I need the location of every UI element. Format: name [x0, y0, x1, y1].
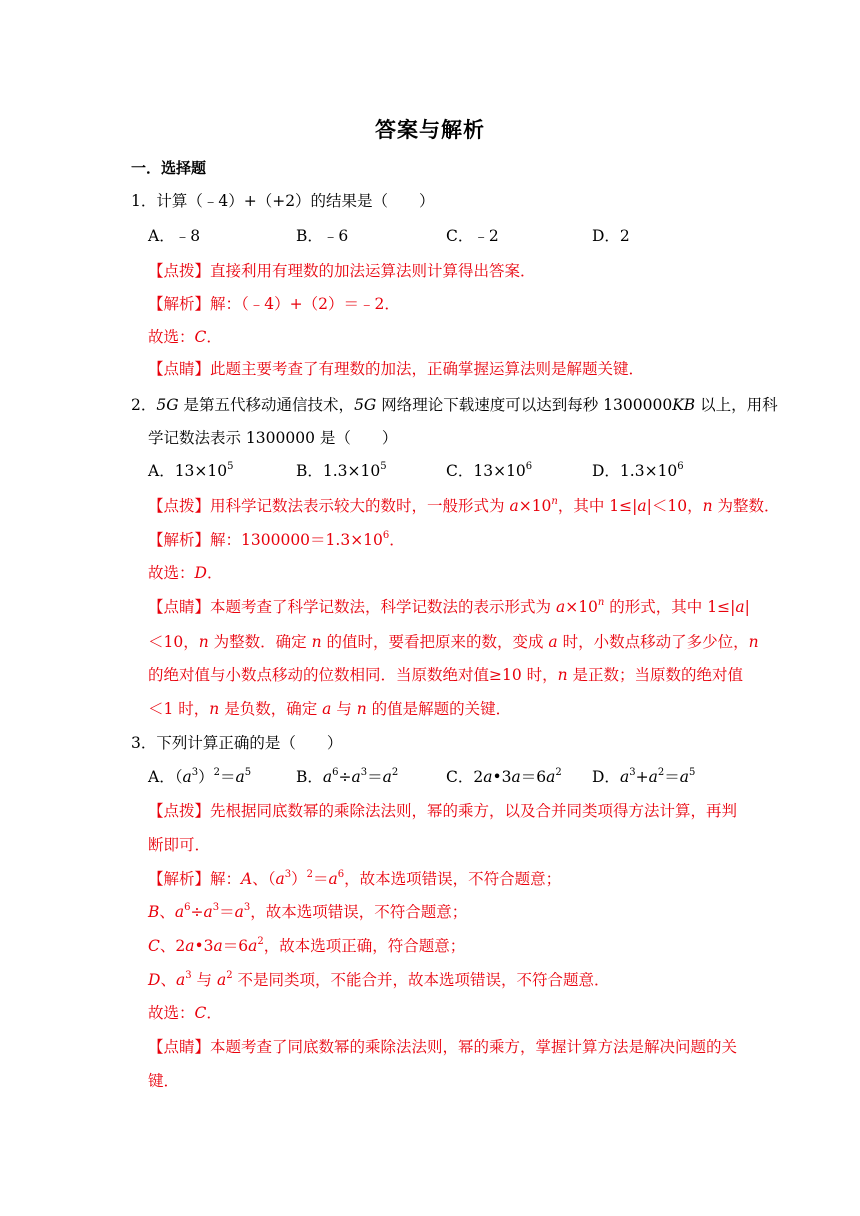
analysis-text: ＝	[313, 870, 329, 888]
opt-text: B．	[296, 768, 323, 786]
comment-text: 是负数，确定	[219, 700, 323, 718]
var-a: a	[511, 768, 521, 786]
q2-5g-2: 5G	[354, 396, 377, 414]
q1-stem: 1．计算（﹣4）+（+2）的结果是（ ）	[131, 192, 435, 210]
opt-text: ＝	[367, 768, 383, 786]
opt-exp: 5	[244, 766, 252, 778]
q3-analysis-line4	[148, 970, 610, 990]
answer-letter: C	[194, 1004, 207, 1022]
q2-number: 2．	[131, 396, 157, 414]
analysis-text: ，故本选项错误，不符合题意；	[250, 903, 468, 921]
opt-text: A．（	[148, 768, 183, 786]
var-a: a	[509, 497, 519, 515]
var-a: a	[548, 633, 558, 651]
hint-text: 为整数．	[712, 497, 780, 515]
q2-comment-line4	[148, 699, 511, 719]
q3-option-b	[296, 767, 398, 787]
q2-analysis	[148, 530, 405, 550]
var-a: a	[174, 903, 185, 921]
option-base: D．1.3×10	[592, 462, 678, 480]
var-a: a	[328, 870, 338, 888]
var-a: a	[679, 768, 689, 786]
letter-c: C	[148, 937, 160, 955]
var-a: a	[648, 768, 658, 786]
analysis-tag: 【解析】	[148, 531, 211, 549]
analysis-text: 、	[159, 903, 175, 921]
var-n: n	[311, 633, 322, 651]
comment-text: ×10	[565, 598, 598, 616]
analysis-text: 、（	[252, 870, 276, 888]
answer-letter: C	[194, 328, 207, 346]
q3-hint-line2: 断即可．	[148, 836, 211, 854]
option-base: A．13×10	[148, 462, 228, 480]
var-a: a	[735, 598, 745, 616]
q3-option-d	[592, 767, 695, 787]
var-a: a	[322, 700, 332, 718]
q3-answer	[148, 1003, 222, 1023]
var-n: n	[557, 666, 568, 684]
q2-comment-line2	[148, 632, 759, 652]
q2-hint	[148, 496, 780, 516]
option-base: B．1.3×10	[296, 462, 381, 480]
var-a: a	[275, 870, 285, 888]
q2-comment-line3	[148, 665, 743, 685]
answer-prefix: 故选：	[148, 1004, 195, 1022]
q3-hint-line1	[148, 801, 737, 821]
opt-exp: 3	[629, 766, 636, 778]
hint-text: 直接利用有理数的加法运算法则计算得出答案．	[210, 262, 536, 280]
answer-suffix: ．	[206, 328, 222, 346]
analysis-text: ＝	[219, 903, 235, 921]
comment-text: 的绝对值与小数点移动的位数相同．当原数绝对值≥10 时，	[148, 666, 558, 684]
comment-text: 的值是解题的关键．	[366, 700, 512, 718]
opt-exp: 2	[213, 766, 220, 778]
q1-analysis	[148, 294, 400, 314]
q1-option-a: A．﹣8	[148, 227, 201, 245]
letter-d: D	[148, 971, 161, 989]
comment-text: 是正数；当原数的绝对值	[567, 666, 744, 684]
opt-exp: 6	[332, 766, 339, 778]
opt-text: ＝	[219, 768, 236, 786]
q2-option-a	[148, 461, 234, 481]
q2-answer	[148, 563, 222, 583]
comment-text: 时，小数点移动了多少位，	[557, 633, 749, 651]
exp: 3	[212, 901, 220, 913]
answer-prefix: 故选：	[148, 564, 195, 582]
var-a: a	[203, 903, 213, 921]
q2-stem-text-2: 网络理论下载速度可以达到每秒 1300000	[376, 396, 673, 414]
var-a: a	[185, 937, 195, 955]
var-a: a	[483, 768, 493, 786]
q2-stem-text-3: 以上，用科	[695, 396, 778, 414]
option-exp: 6	[525, 460, 533, 472]
exp: 3	[284, 868, 292, 880]
var-a: a	[234, 903, 244, 921]
comment-text: 的值时，要看把原来的数，变成	[321, 633, 549, 651]
q2-stem-text-1: 是第五代移动通信技术，	[178, 396, 355, 414]
var-a: a	[213, 937, 223, 955]
opt-exp: 2	[391, 766, 399, 778]
option-exp: 6	[677, 460, 684, 472]
answer-prefix: 故选：	[148, 328, 195, 346]
answer-letter: D	[194, 564, 207, 582]
q1-option-d: D．2	[592, 227, 630, 245]
exp: 2	[226, 969, 233, 981]
var-a: a	[637, 497, 647, 515]
var-n: n	[356, 700, 367, 718]
var-n: n	[209, 700, 220, 718]
opt-exp: 2	[657, 766, 665, 778]
q1-comment	[148, 359, 644, 379]
hint-text: 用科学记数法表示较大的数时，一般形式为	[210, 497, 510, 515]
hint-text: |＜10，	[646, 497, 703, 515]
exp: 6	[337, 868, 345, 880]
q3-stem: 3．下列计算正确的是（ ）	[131, 734, 343, 752]
var-a: a	[322, 768, 333, 786]
q2-option-c	[446, 461, 532, 481]
analysis-text: 与	[191, 971, 217, 989]
var-a: a	[182, 768, 192, 786]
q2-option-b	[296, 461, 387, 481]
q2-stem-line1	[131, 395, 778, 415]
q2-kb: KB	[672, 396, 696, 414]
comment-text: 为整数．确定	[208, 633, 312, 651]
option-exp: 5	[227, 460, 234, 472]
opt-exp: 5	[688, 766, 696, 778]
var-n: n	[748, 633, 759, 651]
comment-text: 与	[331, 700, 357, 718]
analysis-end: ．	[389, 531, 405, 549]
answer-suffix: ．	[206, 1004, 222, 1022]
hint-tag: 【点拨】	[148, 497, 211, 515]
exp: 2	[306, 868, 314, 880]
comment-tag: 【点睛】	[148, 598, 211, 616]
q1-hint	[148, 261, 536, 281]
analysis-tag: 【解析】	[148, 295, 211, 313]
exp-n: n	[597, 596, 605, 608]
hint-tag: 【点拨】	[148, 802, 211, 820]
option-base: C．13×10	[446, 462, 526, 480]
comment-text: ＜1 时，	[148, 700, 210, 718]
option-exp: 5	[380, 460, 387, 472]
comment-text: 本题考查了同底数幂的乘除法法则，幂的乘方，掌握计算方法是解决问题的关	[210, 1038, 738, 1056]
comment-text: ＜10，	[148, 633, 199, 651]
q1-option-b: B．﹣6	[296, 227, 349, 245]
q3-option-a	[148, 767, 251, 787]
q2-5g-1: 5G	[156, 396, 179, 414]
analysis-text: ＝6	[222, 937, 249, 955]
analysis-text: 不是同类项，不能合并，故本选项错误，不符合题意．	[232, 971, 610, 989]
var-a: a	[382, 768, 392, 786]
opt-text: ＝	[664, 768, 680, 786]
var-n: n	[702, 497, 713, 515]
q1-option-c: C．﹣2	[446, 227, 499, 245]
q2-stem-line2: 学记数法表示 1300000 是（ ）	[148, 429, 398, 447]
var-a: a	[216, 971, 227, 989]
comment-tag: 【点睛】	[148, 360, 211, 378]
analysis-text: 解：1300000＝1.3×10	[210, 531, 383, 549]
opt-text: ÷	[338, 768, 352, 786]
opt-text: +	[635, 768, 649, 786]
comment-tag: 【点睛】	[148, 1038, 211, 1056]
opt-text: ）	[198, 768, 214, 786]
q2-option-d	[592, 461, 684, 481]
analysis-text: ）	[291, 870, 307, 888]
analysis-text: ÷	[190, 903, 204, 921]
analysis-text: •3	[194, 937, 214, 955]
analysis-text: ，故本选项错误，不符合题意；	[344, 870, 562, 888]
var-a: a	[175, 971, 186, 989]
opt-exp: 3	[191, 766, 199, 778]
q1-answer	[148, 327, 222, 347]
exp-n: n	[551, 495, 558, 507]
comment-text: 此题主要考查了有理数的加法，正确掌握运算法则是解题关键．	[210, 360, 645, 378]
opt-text: •3	[492, 768, 512, 786]
var-a: a	[619, 768, 630, 786]
var-a: a	[546, 768, 556, 786]
var-a: a	[555, 598, 566, 616]
hint-text: ，其中 1≤|	[557, 497, 638, 515]
opt-text: C．2	[446, 768, 484, 786]
section-heading: 一．选择题	[131, 159, 207, 177]
q3-analysis-line1	[148, 869, 561, 889]
analysis-text: 解：（﹣4）+（2）＝﹣2．	[210, 295, 400, 313]
opt-exp: 3	[360, 766, 368, 778]
q3-analysis-line2	[148, 902, 467, 922]
q3-analysis-line3	[148, 936, 465, 956]
comment-text: 本题考查了科学记数法，科学记数法的表示形式为	[210, 598, 556, 616]
var-a: a	[351, 768, 361, 786]
q3-option-c	[446, 767, 562, 787]
opt-exp: 2	[555, 766, 562, 778]
hint-tag: 【点拨】	[148, 262, 211, 280]
analysis-text: 、2	[159, 937, 186, 955]
opt-text: ＝6	[520, 768, 547, 786]
answer-suffix: ．	[206, 564, 223, 582]
exp: 6	[184, 901, 191, 913]
exp: 2	[257, 935, 264, 947]
page-title: 答案与解析	[375, 118, 485, 142]
letter-b: B	[148, 903, 160, 921]
analysis-text: ，故本选项正确，符合题意；	[263, 937, 466, 955]
comment-text: |	[744, 598, 750, 616]
exp: 3	[243, 901, 251, 913]
exp: 3	[185, 969, 192, 981]
comment-text: 的形式，其中 1≤|	[604, 598, 736, 616]
var-n: n	[198, 633, 209, 651]
hint-text: 先根据同底数幂的乘除法法则，幂的乘方，以及合并同类项得方法计算，再判	[210, 802, 738, 820]
analysis-tag: 【解析】	[148, 870, 211, 888]
hint-text: ×10	[518, 497, 552, 515]
analysis-text: 解：	[210, 870, 242, 888]
var-a: a	[248, 937, 258, 955]
q3-comment-line1	[148, 1037, 737, 1057]
var-a: a	[235, 768, 245, 786]
analysis-text: 、	[160, 971, 176, 989]
letter-a: A	[241, 870, 253, 888]
q3-comment-line2: 键．	[148, 1072, 180, 1090]
opt-text: D．	[592, 768, 620, 786]
q2-comment-line1	[148, 597, 750, 617]
analysis-exp: 6	[382, 529, 390, 541]
